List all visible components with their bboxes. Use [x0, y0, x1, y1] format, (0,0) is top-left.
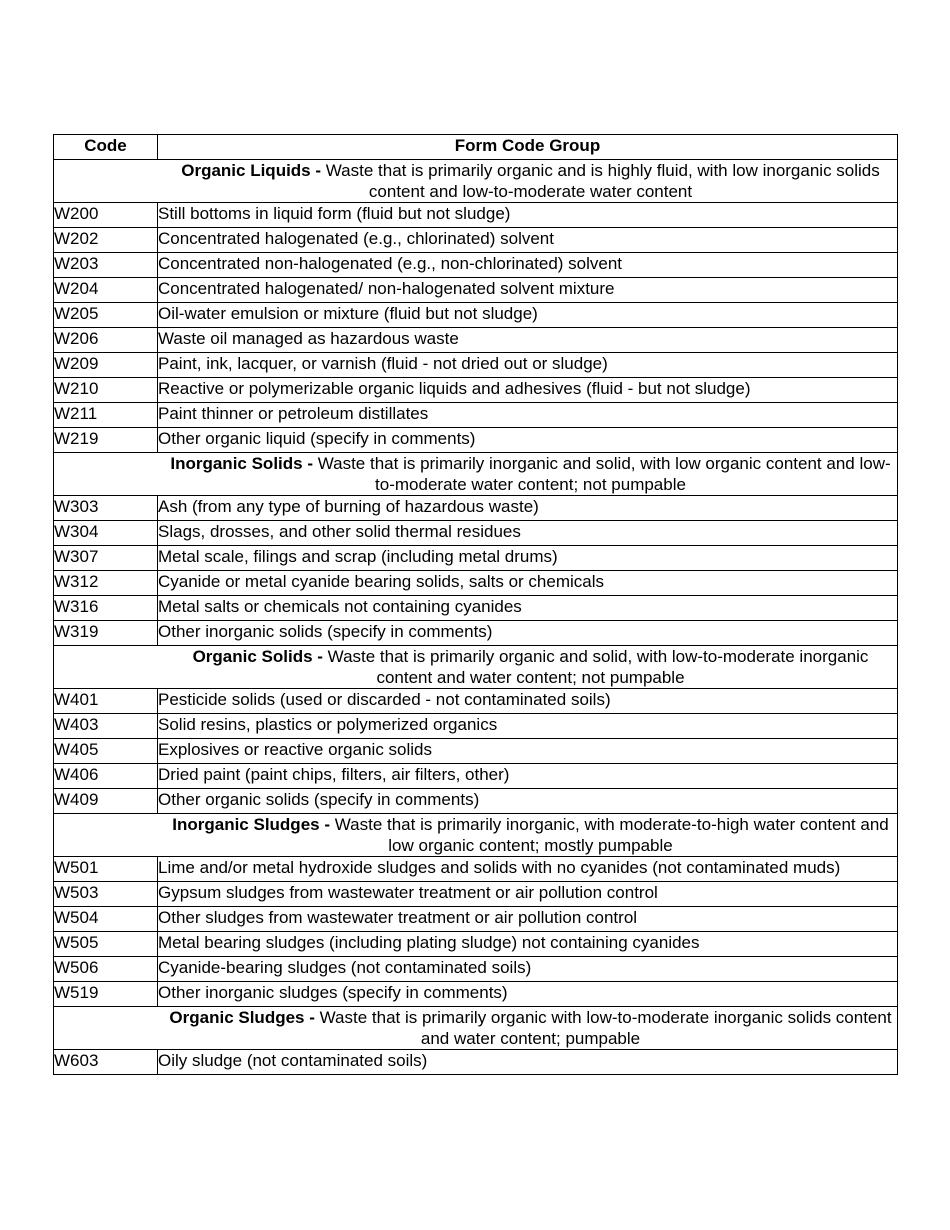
code-cell: W501	[54, 857, 158, 882]
section-header	[54, 646, 898, 689]
section-description: Waste that is primarily organic and solid, with low-to-moderate inorganic content and water content; not pumpable	[327, 647, 869, 687]
table-row	[54, 1050, 898, 1075]
description-cell: Solid resins, plastics or polymerized organics	[158, 714, 898, 739]
code-cell: W209	[54, 353, 158, 378]
code-cell: W202	[54, 228, 158, 253]
form-code-group-column-header: Form Code Group	[158, 135, 898, 160]
section-header	[54, 1007, 898, 1050]
table-row	[54, 739, 898, 764]
description-cell: Paint thinner or petroleum distillates	[158, 403, 898, 428]
section-title: Organic Solids -	[192, 647, 323, 666]
description-cell: Other sludges from wastewater treatment or air pollution control	[158, 907, 898, 932]
section-title: Organic Liquids -	[181, 161, 322, 180]
table-row	[54, 982, 898, 1007]
code-column-header: Code	[54, 135, 158, 160]
section-header-row	[54, 453, 898, 496]
table-row	[54, 278, 898, 303]
table-row	[54, 521, 898, 546]
table-row	[54, 689, 898, 714]
code-cell: W312	[54, 571, 158, 596]
code-cell: W504	[54, 907, 158, 932]
table-body	[54, 160, 898, 1075]
description-cell: Other inorganic solids (specify in comments)	[158, 621, 898, 646]
description-cell: Other inorganic sludges (specify in comments)	[158, 982, 898, 1007]
code-cell: W505	[54, 932, 158, 957]
code-cell: W304	[54, 521, 158, 546]
code-cell: W200	[54, 203, 158, 228]
table-row	[54, 857, 898, 882]
section-title: Organic Sludges -	[169, 1008, 315, 1027]
table-row	[54, 764, 898, 789]
description-cell: Ash (from any type of burning of hazardous waste)	[158, 496, 898, 521]
code-cell: W307	[54, 546, 158, 571]
section-header	[54, 160, 898, 203]
code-cell: W403	[54, 714, 158, 739]
description-cell: Still bottoms in liquid form (fluid but not sludge)	[158, 203, 898, 228]
form-code-table	[53, 134, 898, 1075]
code-cell: W406	[54, 764, 158, 789]
description-cell: Lime and/or metal hydroxide sludges and solids with no cyanides (not contaminated muds)	[158, 857, 898, 882]
description-cell: Dried paint (paint chips, filters, air filters, other)	[158, 764, 898, 789]
table-row	[54, 932, 898, 957]
table-row	[54, 228, 898, 253]
table-row	[54, 303, 898, 328]
description-cell: Waste oil managed as hazardous waste	[158, 328, 898, 353]
table-row	[54, 596, 898, 621]
description-cell: Gypsum sludges from wastewater treatment or air pollution control	[158, 882, 898, 907]
code-cell: W401	[54, 689, 158, 714]
code-cell: W503	[54, 882, 158, 907]
description-cell: Concentrated halogenated/ non-halogenated solvent mixture	[158, 278, 898, 303]
table-row	[54, 428, 898, 453]
table-header-row	[54, 135, 898, 160]
code-cell: W219	[54, 428, 158, 453]
table-row	[54, 203, 898, 228]
code-cell: W210	[54, 378, 158, 403]
section-header	[54, 453, 898, 496]
description-cell: Concentrated non-halogenated (e.g., non-chlorinated) solvent	[158, 253, 898, 278]
code-cell: W603	[54, 1050, 158, 1075]
table-row	[54, 328, 898, 353]
code-cell: W204	[54, 278, 158, 303]
description-cell: Slags, drosses, and other solid thermal residues	[158, 521, 898, 546]
section-title: Inorganic Solids -	[170, 454, 313, 473]
code-cell: W319	[54, 621, 158, 646]
code-cell: W206	[54, 328, 158, 353]
code-cell: W303	[54, 496, 158, 521]
section-header-row	[54, 646, 898, 689]
description-cell: Cyanide-bearing sludges (not contaminated soils)	[158, 957, 898, 982]
code-cell: W211	[54, 403, 158, 428]
code-cell: W519	[54, 982, 158, 1007]
table-row	[54, 882, 898, 907]
code-cell: W203	[54, 253, 158, 278]
section-header-row	[54, 1007, 898, 1050]
table-row	[54, 621, 898, 646]
code-cell: W409	[54, 789, 158, 814]
code-cell: W205	[54, 303, 158, 328]
description-cell: Pesticide solids (used or discarded - not contaminated soils)	[158, 689, 898, 714]
section-description: Waste that is primarily inorganic and solid, with low organic content and low-to-moderate water content; not pumpable	[317, 454, 891, 494]
description-cell: Cyanide or metal cyanide bearing solids, salts or chemicals	[158, 571, 898, 596]
table-row	[54, 571, 898, 596]
description-cell: Oily sludge (not contaminated soils)	[158, 1050, 898, 1075]
description-cell: Metal scale, filings and scrap (including metal drums)	[158, 546, 898, 571]
table-row	[54, 496, 898, 521]
code-cell: W316	[54, 596, 158, 621]
section-header-row	[54, 814, 898, 857]
description-cell: Explosives or reactive organic solids	[158, 739, 898, 764]
description-cell: Metal salts or chemicals not containing cyanides	[158, 596, 898, 621]
section-description: Waste that is primarily organic and is highly fluid, with low inorganic solids content and low-to-moderate water content	[325, 161, 880, 201]
description-cell: Paint, ink, lacquer, or varnish (fluid - not dried out or sludge)	[158, 353, 898, 378]
table-row	[54, 253, 898, 278]
table-row	[54, 957, 898, 982]
section-description: Waste that is primarily inorganic, with moderate-to-high water content and low organic content; mostly pumpable	[334, 815, 889, 855]
table-row	[54, 907, 898, 932]
table-row	[54, 403, 898, 428]
section-header-row	[54, 160, 898, 203]
description-cell: Concentrated halogenated (e.g., chlorinated) solvent	[158, 228, 898, 253]
description-cell: Other organic liquid (specify in comments)	[158, 428, 898, 453]
table-row	[54, 378, 898, 403]
section-title: Inorganic Sludges -	[172, 815, 330, 834]
description-cell: Metal bearing sludges (including plating sludge) not containing cyanides	[158, 932, 898, 957]
table-row	[54, 789, 898, 814]
code-cell: W506	[54, 957, 158, 982]
description-cell: Oil-water emulsion or mixture (fluid but not sludge)	[158, 303, 898, 328]
description-cell: Reactive or polymerizable organic liquids and adhesives (fluid - but not sludge)	[158, 378, 898, 403]
description-cell: Other organic solids (specify in comments)	[158, 789, 898, 814]
table-row	[54, 546, 898, 571]
table-row	[54, 714, 898, 739]
code-cell: W405	[54, 739, 158, 764]
section-header	[54, 814, 898, 857]
section-description: Waste that is primarily organic with low-to-moderate inorganic solids content and water content; pumpable	[319, 1008, 892, 1048]
table-row	[54, 353, 898, 378]
